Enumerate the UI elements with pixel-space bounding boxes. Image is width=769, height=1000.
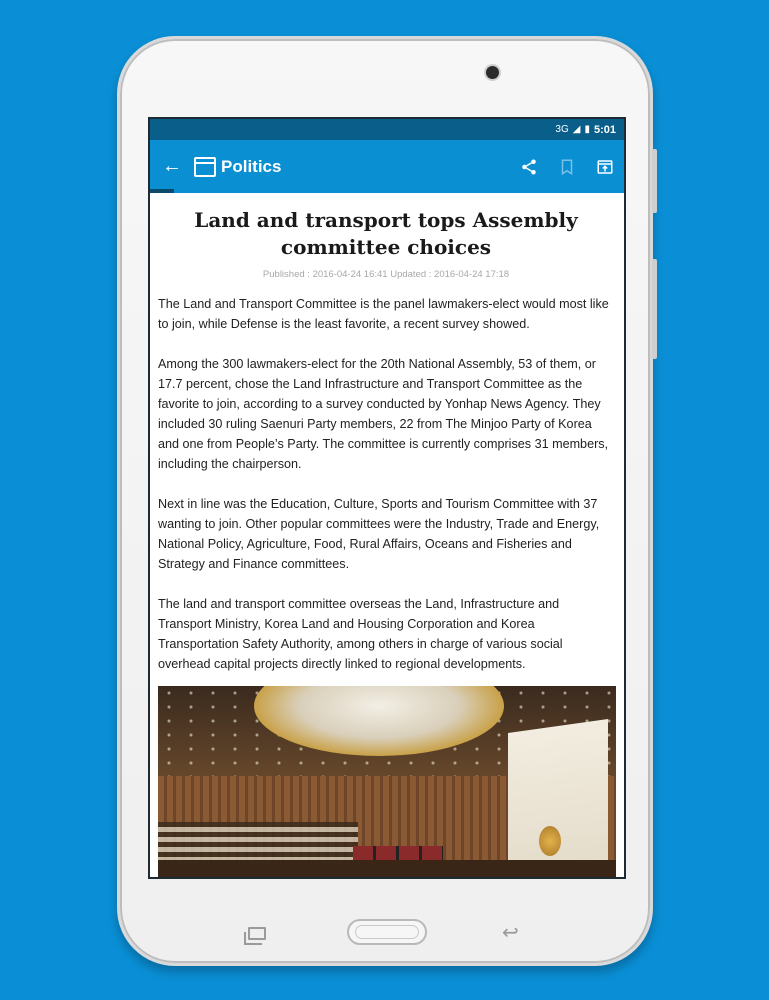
back-nav-icon[interactable]: ↩ (502, 922, 519, 944)
section-title: Politics (221, 156, 282, 176)
reading-progress-bar (150, 189, 174, 193)
share-button[interactable] (510, 158, 548, 176)
share-icon (520, 158, 538, 176)
tablet-device (117, 36, 653, 966)
device-nav-bar (120, 907, 650, 957)
article-content (150, 193, 624, 879)
open-in-app-button[interactable] (586, 158, 624, 176)
open-in-app-icon (596, 158, 614, 176)
article-headline: Land and transport tops Assembly committee choices (194, 208, 578, 259)
bookmark-button[interactable] (548, 158, 586, 176)
article-paragraph: Next in line was the Education, Culture, Sports and Tourism Committee with 37 wanting to join. Other popular committees were the Industry, Trade and Energy, National Policy, Agriculture, Food, Rural Affairs, Oceans and Fisheries and Strategy and Finance committees. (158, 497, 600, 571)
app-bar (150, 140, 624, 193)
status-bar (150, 119, 624, 140)
article-paragraph: Among the 300 lawmakers-elect for the 20th National Assembly, 53 of them, or 17.7 percent, chose the Land Infrastructure and Transport Committee as the favorite to join, according to a survey conducted by Yonhap News Agency. They included 30 ruling Saenuri Party members, 22 from The Minjoo Party of Korea and one from People’s Party. The committee is currently comprises 31 members, including the chairperson. (158, 357, 609, 471)
recent-apps-icon[interactable] (248, 927, 266, 940)
photo-desk (158, 860, 616, 879)
home-button[interactable] (347, 919, 427, 945)
article-paragraph: The land and transport committee overseas the Land, Infrastructure and Transport Ministry, Korea Land and Housing Corporation and Korea Transportation Safety Authority, among others in charge of various social overhead capital projects directly linked to regional developments. (158, 597, 563, 671)
article-paragraph: The Land and Transport Committee is the panel lawmakers-elect would most like to join, while Defense is the least favorite, a recent survey showed. (158, 297, 609, 331)
browser-window-icon (194, 157, 216, 177)
volume-button (652, 149, 657, 213)
back-arrow-icon[interactable]: ← (162, 155, 182, 177)
battery-icon: ▮ (584, 124, 590, 135)
bookmark-icon (558, 158, 576, 176)
article-timestamp: Published : 2016-04-24 16:41 Updated : 2016-04-24 17:18 (262, 269, 510, 280)
photo-emblem (539, 826, 561, 856)
article-photo[interactable] (158, 686, 616, 879)
device-screen (148, 117, 626, 879)
power-button (652, 259, 657, 359)
photo-screen (508, 719, 608, 879)
clock: 5:01 (593, 123, 616, 136)
signal-icon: ◢ (572, 124, 581, 135)
network-type-label: 3G (555, 124, 569, 135)
front-camera (486, 66, 499, 79)
